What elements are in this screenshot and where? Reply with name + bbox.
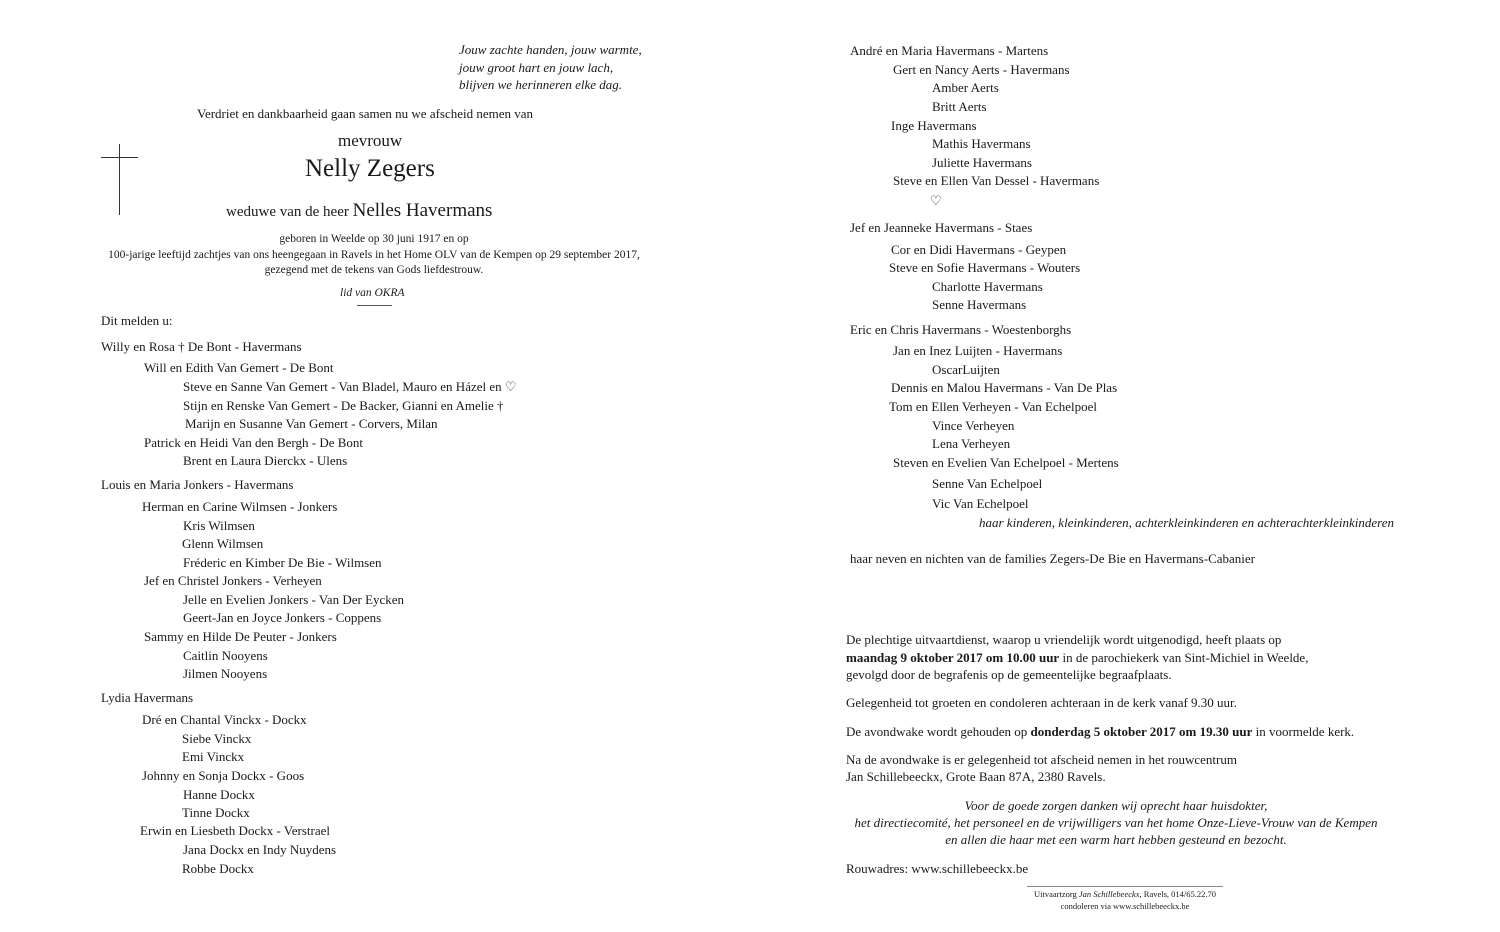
footer-suffix: , Ravels, 014/65.22.70 [1139,889,1217,899]
service-line: gevolgd door de begrafenis op de gemeentelijke begraafplaats. [846,667,1172,682]
family-line: Sammy en Hilde De Peuter - Jonkers [144,629,337,644]
birth-line: geboren in Weelde op 30 juni 1917 en op [279,233,469,245]
family-line: Stijn en Renske Van Gemert - De Backer, Gianni en Amelie † [183,398,504,413]
family-line: Dré en Chantal Vinckx - Dockx [142,712,307,727]
after-wake-line: Na de avondwake is er gelegenheid tot afscheid nemen in het rouwcentrum [846,752,1237,767]
cross-icon [119,144,120,215]
footer-prefix: Uitvaartzorg [1033,889,1079,899]
service-location: in de parochiekerk van Sint-Michiel in Weelde, [1059,650,1309,665]
family-line: Jef en Christel Jonkers - Verheyen [144,573,322,588]
family-line: Will en Edith Van Gemert - De Bont [144,360,334,375]
family-line: Gert en Nancy Aerts - Havermans [893,62,1070,77]
cousins-line: haar neven en nichten van de families Zegers-De Bie en Havermans-Cabanier [850,551,1255,566]
thanks-line: het directiecomité, het personeel en de vrijwilligers van het home Onze-Lieve-Vrouw van de Kempen [854,815,1378,830]
family-line: Herman en Carine Wilmsen - Jonkers [142,499,338,514]
wake-post: in voormelde kerk. [1252,724,1355,739]
family-line: Louis en Maria Jonkers - Havermans [101,477,294,492]
family-line: Lydia Havermans [101,690,194,705]
family-line: Willy en Rosa † De Bont - Havermans [101,339,302,354]
service-line [846,650,1308,666]
condolence-line: Gelegenheid tot groeten en condoleren achteraan in de kerk vanaf 9.30 uur. [846,695,1237,710]
family-line: Lena Verheyen [932,436,1011,451]
family-line: Juliette Havermans [932,155,1032,170]
family-line: Jan en Inez Luijten - Havermans [893,343,1063,358]
widow-prefix: weduwe van de heer [226,204,349,220]
family-line: Britt Aerts [932,99,987,114]
family-line: Jana Dockx en Indy Nuydens [183,842,337,857]
family-line: Glenn Wilmsen [182,536,264,551]
thanks-line: Voor de goede zorgen danken wij oprecht haar huisdokter, [964,798,1268,813]
wake-line [846,724,1354,740]
heart-icon: ♡ [930,193,942,208]
family-line: OscarLuijten [932,362,1000,377]
family-line: Inge Havermans [891,118,977,133]
family-line: Marijn en Susanne Van Gemert - Corvers, Milan [185,416,438,431]
footer-line: condoleren via www.schillebeeckx.be [1060,901,1190,911]
deceased-name: Nelly Zegers [305,155,435,182]
footer-line [1000,889,1250,899]
after-wake-line: Jan Schillebeeckx, Grote Baan 87A, 2380 Ravels. [846,769,1106,784]
family-line: Charlotte Havermans [932,279,1043,294]
poem-line: blijven we herinneren elke dag. [459,77,623,92]
thanks-line: en allen die haar met een warm hart hebben gesteund en bezocht. [945,832,1287,847]
family-line: Geert-Jan en Joyce Jonkers - Coppens [183,610,382,625]
birth-line: 100-jarige leeftijd zachtjes van ons heengegaan in Ravels in het Home OLV van de Kempen op 29 september 2017, [108,249,640,261]
family-line: Steve en Sofie Havermans - Wouters [889,260,1081,275]
family-line: Eric en Chris Havermans - Woestenborghs [850,322,1072,337]
service-date: maandag 9 oktober 2017 om 10.00 uur [846,650,1060,665]
membership: lid van OKRA [340,287,405,299]
family-line: Steve en Sanne Van Gemert - Van Bladel, Mauro en Házel en ♡ [183,379,517,394]
family-line: Fréderic en Kimber De Bie - Wilmsen [183,555,382,570]
service-line: De plechtige uitvaartdienst, waarop u vriendelijk wordt uitgenodigd, heeft plaats op [846,632,1282,647]
title-prefix: mevrouw [338,131,403,150]
family-line: Senne Havermans [932,297,1027,312]
cross-icon-bar [101,157,138,158]
family-line: Tom en Ellen Verheyen - Van Echelpoel [889,399,1097,414]
family-line: Tinne Dockx [182,805,250,820]
footer-divider [1027,886,1223,887]
family-line: Dennis en Malou Havermans - Van De Plas [891,380,1118,395]
family-line: Senne Van Echelpoel [932,476,1043,491]
widow-name: Nelles Havermans [352,200,493,221]
family-line: Mathis Havermans [932,136,1031,151]
widow-line [226,200,492,222]
intro-text: Verdriet en dankbaarheid gaan samen nu we afscheid nemen van [197,106,534,121]
family-line: Steven en Evelien Van Echelpoel - Mertens [893,455,1119,470]
family-line: Caitlin Nooyens [183,648,268,663]
family-line: Johnny en Sonja Dockx - Goos [142,768,305,783]
family-line: Jelle en Evelien Jonkers - Van Der Eycken [183,592,405,607]
family-line: Patrick en Heidi Van den Bergh - De Bont [144,435,364,450]
announce-text: Dit melden u: [101,313,173,328]
family-line: Brent en Laura Dierckx - Ulens [183,453,348,468]
descendants-line: haar kinderen, kleinkinderen, achterkleinkinderen en achterachterkleinkinderen [979,515,1394,530]
family-line: Vic Van Echelpoel [932,496,1029,511]
wake-pre: De avondwake wordt gehouden op [846,724,1031,739]
family-line: Cor en Didi Havermans - Geypen [891,242,1067,257]
wake-date: donderdag 5 oktober 2017 om 19.30 uur [1030,724,1253,739]
family-line: Amber Aerts [932,80,999,95]
poem-line: Jouw zachte handen, jouw warmte, [459,42,642,57]
family-line: Emi Vinckx [182,749,245,764]
family-line: Hanne Dockx [183,787,255,802]
address-line: Rouwadres: www.schillebeeckx.be [846,861,1029,876]
family-line: Jilmen Nooyens [183,666,268,681]
family-line: André en Maria Havermans - Martens [850,43,1049,58]
divider [357,305,392,306]
family-line: Kris Wilmsen [183,518,255,533]
family-line: Erwin en Liesbeth Dockx - Verstrael [140,823,331,838]
family-line: Vince Verheyen [932,418,1015,433]
family-line: Jef en Jeanneke Havermans - Staes [850,220,1033,235]
footer-company: Jan Schillebeeckx [1078,889,1140,899]
family-line: Siebe Vinckx [182,731,252,746]
family-line: Steve en Ellen Van Dessel - Havermans [893,173,1100,188]
family-line: Robbe Dockx [182,861,254,876]
poem-line: jouw groot hart en jouw lach, [459,60,614,75]
birth-line: gezegend met de tekens van Gods liefdestrouw. [264,264,484,276]
